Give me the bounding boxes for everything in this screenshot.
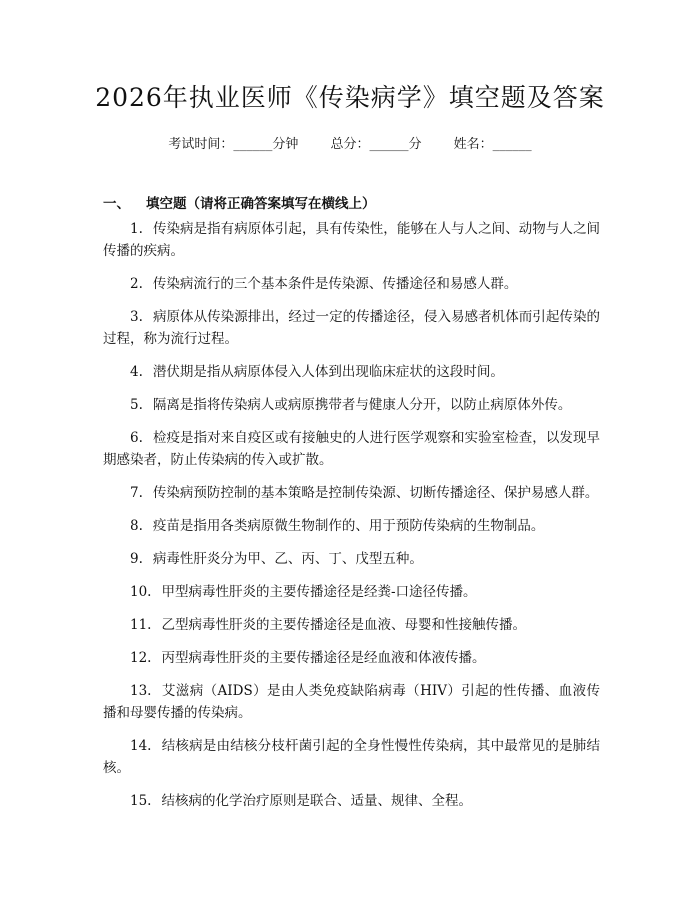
question-item — [103, 581, 600, 603]
question-item — [103, 218, 600, 262]
question-number: 13. — [130, 683, 152, 699]
question-text: 病原体从传染源排出，经过一定的传播途径，侵入易感者机体而引起传染的过程，称为流行过程。 — [103, 309, 600, 347]
question-number: 15. — [130, 793, 152, 809]
exam-time: 考试时间：______分钟 — [168, 137, 299, 152]
question-item — [103, 680, 600, 724]
question-item — [103, 427, 600, 471]
question-text: 检疫是指对来自疫区或有接触史的人进行医学观察和实验室检查，以发现早期感染者，防止传染病的传入或扩散。 — [103, 430, 600, 468]
question-text: 病毒性肝炎分为甲、乙、丙、丁、戊型五种。 — [152, 551, 423, 567]
question-item — [103, 647, 600, 669]
question-text: 结核病的化学治疗原则是联合、适量、规律、全程。 — [161, 793, 472, 809]
question-number: 2. — [130, 276, 143, 292]
question-number: 1. — [130, 221, 143, 237]
question-item — [103, 394, 600, 416]
question-number: 9. — [130, 551, 143, 567]
question-item — [103, 735, 600, 779]
question-text: 传染病是指有病原体引起，具有传染性，能够在人与人之间、动物与人之间传播的疾病。 — [103, 221, 600, 259]
question-item — [103, 273, 600, 295]
question-item — [103, 482, 600, 504]
question-text: 艾滋病（AIDS）是由人类免疫缺陷病毒（HIV）引起的性传播、血液传播和母婴传播的传染病。 — [103, 683, 600, 721]
question-number: 11. — [130, 617, 152, 633]
question-text: 隔离是指将传染病人或病原携带者与健康人分开，以防止病原体外传。 — [152, 397, 572, 413]
question-item — [103, 790, 600, 812]
question-text: 甲型病毒性肝炎的主要传播途径是经粪-口途径传播。 — [161, 584, 477, 600]
question-text: 传染病流行的三个基本条件是传染源、传播途径和易感人群。 — [152, 276, 518, 292]
question-number: 10. — [130, 584, 152, 600]
question-item — [103, 548, 600, 570]
question-number: 4. — [130, 364, 143, 380]
question-text: 潜伏期是指从病原体侵入人体到出现临床症状的这段时间。 — [152, 364, 504, 380]
question-text: 疫苗是指用各类病原微生物制作的、用于预防传染病的生物制品。 — [152, 518, 545, 534]
question-number: 7. — [130, 485, 143, 501]
question-item — [103, 361, 600, 383]
exam-name: 姓名：______ — [453, 137, 532, 152]
question-item — [103, 614, 600, 636]
question-number: 14. — [130, 738, 152, 754]
section-heading — [103, 192, 376, 212]
question-number: 5. — [130, 397, 143, 413]
question-text: 乙型病毒性肝炎的主要传播途径是血液、母婴和性接触传播。 — [161, 617, 526, 633]
section-number: 一、 — [103, 196, 130, 212]
page-title: 2026年执业医师《传染病学》填空题及答案 — [95, 83, 605, 112]
question-item — [103, 306, 600, 350]
question-number: 8. — [130, 518, 143, 534]
section-title: 填空题（请将正确答案填写在横线上） — [146, 196, 376, 212]
question-number: 12. — [130, 650, 152, 666]
question-item — [103, 515, 600, 537]
question-text: 结核病是由结核分枝杆菌引起的全身性慢性传染病，其中最常见的是肺结核。 — [103, 738, 600, 776]
question-text: 丙型病毒性肝炎的主要传播途径是经血液和体液传播。 — [161, 650, 486, 666]
exam-score: 总分：______分 — [330, 137, 422, 152]
question-text: 传染病预防控制的基本策略是控制传染源、切断传播途径、保护易感人群。 — [152, 485, 599, 501]
question-list — [103, 218, 600, 823]
question-number: 6. — [130, 430, 143, 446]
question-number: 3. — [130, 309, 143, 325]
exam-meta — [0, 133, 700, 152]
